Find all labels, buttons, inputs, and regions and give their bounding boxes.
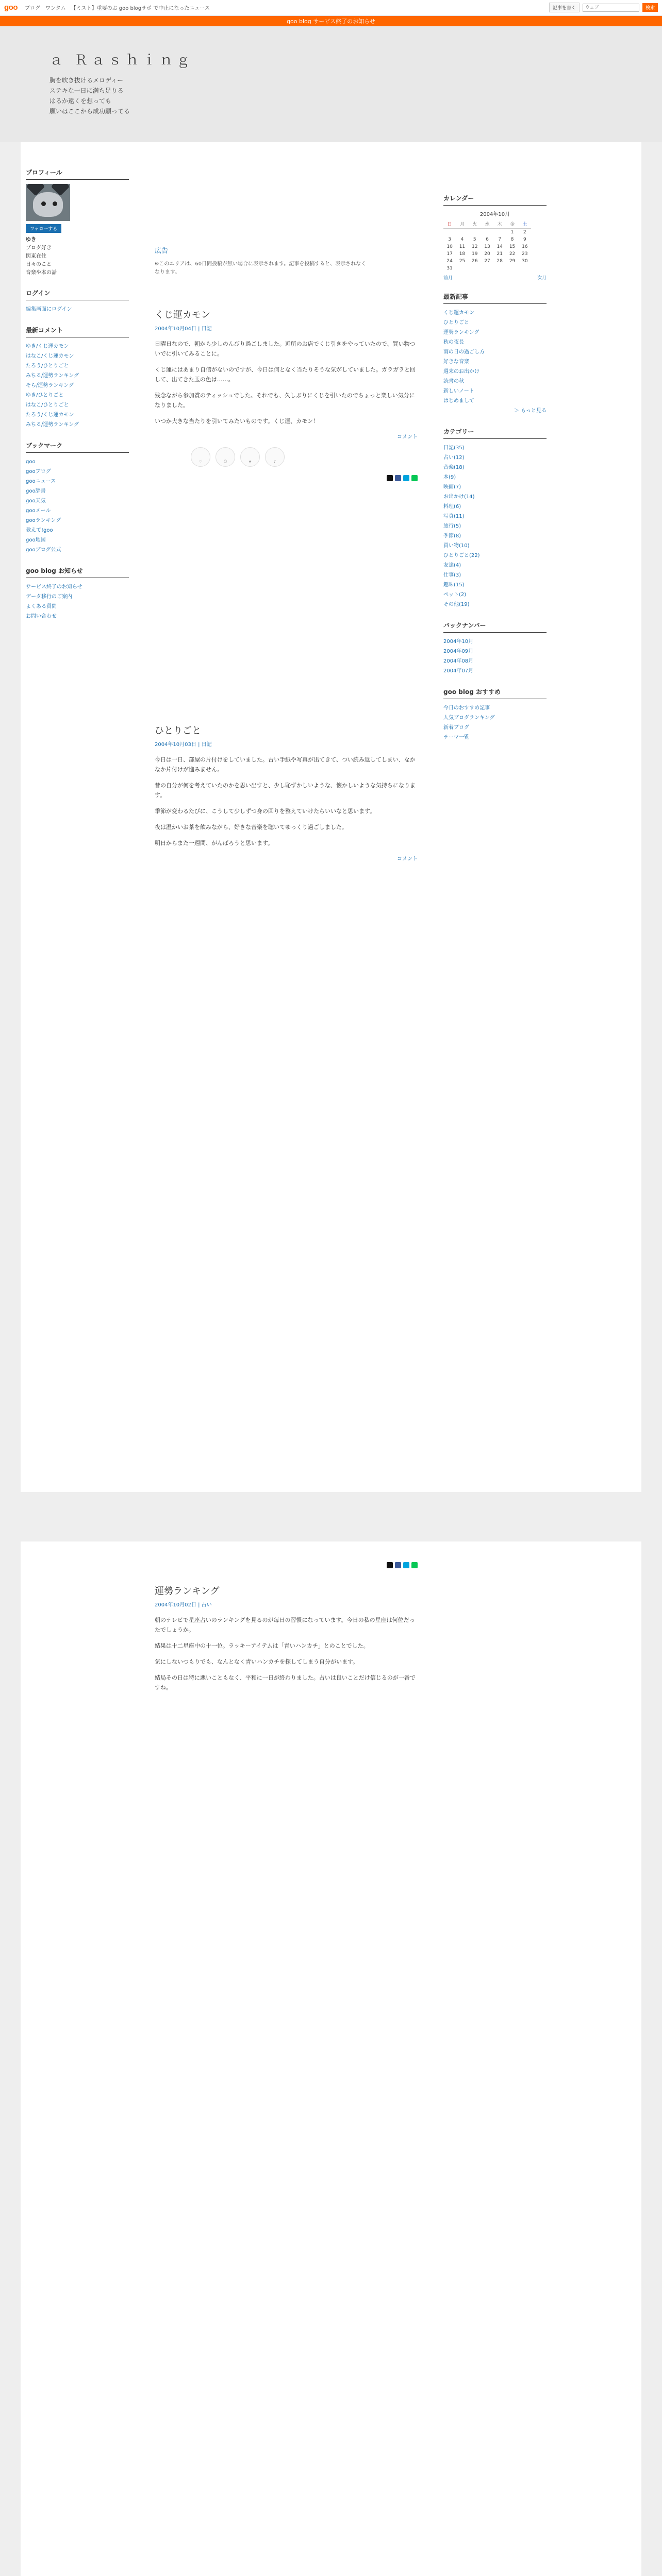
bookmark-item[interactable]: 教えて!goo [26, 528, 53, 533]
blog-description-line: はるか遠くを想っても [49, 97, 112, 105]
article-body [155, 339, 418, 426]
hatena-share-icon[interactable] [403, 1562, 409, 1568]
category-item[interactable]: 仕事(3) [443, 572, 461, 578]
bookmark-item[interactable]: gooニュース [26, 479, 56, 484]
calendar-day: 22 [509, 251, 516, 257]
left-sidebar [26, 168, 129, 621]
profile-line: ゆき [26, 237, 36, 243]
recent-comment-item[interactable]: はなこ/くじ運カモン [26, 353, 74, 359]
blog-description-line: 胸を吹き抜けるメロディー [49, 77, 124, 84]
article-paragraph: 気にしないつもりでも、なんとなく青いハンカチを探してしまう自分がいます。 [155, 1658, 359, 1665]
calendar-day: 8 [510, 237, 514, 242]
category-item[interactable]: 料理(6) [443, 504, 461, 510]
info-item[interactable]: サービス終了のお知らせ [26, 584, 82, 590]
ad-label: 広告 [155, 247, 169, 255]
reaction-button[interactable]: ♪ [265, 447, 285, 467]
recent-posts-list [443, 308, 547, 416]
goo-blog-info-list [26, 582, 129, 621]
article-date[interactable]: 2004年10月03日 | 日記 [155, 742, 212, 748]
service-end-notice-link[interactable]: goo blog サービス終了のお知らせ [287, 18, 375, 25]
article-paragraph: 残念ながら参加賞のティッシュでした。それでも、久しぶりにくじを引いたのでちょっと楽しい気分になりました。 [155, 392, 415, 409]
ad-notice-text: ※このエリアは、60日間投稿が無い場合に表示されます。記事を投稿すると、表示されなくなります。 [155, 261, 367, 275]
category-item[interactable]: 季節(8) [443, 533, 461, 539]
category-item[interactable]: 日記(35) [443, 445, 465, 451]
calendar-day: 14 [496, 244, 503, 249]
calendar-day [469, 229, 481, 236]
category-item[interactable]: 旅行(5) [443, 523, 461, 529]
backnumber-heading: バックナンバー [443, 621, 547, 633]
recent-comments-heading: 最新コメント [26, 326, 129, 337]
category-item[interactable]: 趣味(15) [443, 582, 465, 588]
comment-link[interactable]: コメント [397, 856, 418, 862]
article-1 [155, 308, 418, 481]
bookmark-item[interactable]: goo地図 [26, 537, 46, 543]
calendar-day: 18 [459, 251, 466, 257]
facebook-share-icon[interactable] [395, 1562, 401, 1568]
page-content-continued [21, 1541, 641, 2576]
main-column [155, 142, 418, 862]
article-paragraph: 結果は十二星座中の十一位。ラッキーアイテムは「青いハンカチ」とのことでした。 [155, 1642, 369, 1649]
goo-link-blog[interactable]: ブログ [25, 6, 40, 11]
calendar-day: 24 [446, 259, 453, 264]
x-share-icon[interactable] [387, 475, 393, 481]
reaction-button[interactable]: ★ [240, 447, 260, 467]
calendar-weekday: 金 [506, 219, 518, 229]
article-title[interactable]: くじ運カモン [155, 310, 210, 320]
category-item[interactable]: 映画(7) [443, 484, 461, 490]
profile-line: ブログ好き [26, 245, 52, 251]
reaction-buttons [155, 447, 418, 467]
line-share-icon[interactable] [411, 475, 418, 481]
blog-title[interactable]: ａ Ｒａｓｈｉｎｇ [49, 53, 194, 68]
calendar-day: 23 [522, 251, 528, 257]
facebook-share-icon[interactable] [395, 475, 401, 481]
article-body [155, 755, 418, 848]
calendar-day: 13 [484, 244, 490, 249]
login-link[interactable]: 編集画面にログイン [26, 307, 72, 312]
more-posts-link[interactable]: ＞ もっと見る [514, 408, 547, 414]
recent-comment-item[interactable]: ゆき/ひとりごと [26, 393, 64, 398]
calendar-day: 29 [509, 259, 516, 264]
page-separator [0, 1492, 662, 1541]
info-item[interactable]: データ移行のご案内 [26, 594, 72, 600]
calendar-day [456, 229, 468, 236]
goo-top-links [25, 4, 210, 11]
recent-post-item[interactable]: 週末のお出かけ [443, 369, 479, 375]
recent-post-item[interactable]: 新しいノート [443, 388, 474, 394]
recent-post-item[interactable]: くじ運カモン [443, 310, 474, 316]
article-paragraph: 今日は一日、部屋の片付けをしていました。古い手紙や写真が出てきて、つい読み返してしまい、なかなか片付けが進みません。 [155, 756, 416, 773]
calendar-weekday: 火 [469, 219, 481, 229]
calendar-day: 16 [522, 244, 528, 249]
backnumber-list [443, 637, 547, 676]
article-paragraph: 季節が変わるたびに、こうして少しずつ身の回りを整えていけたらいいなと思います。 [155, 808, 376, 815]
bookmark-item[interactable]: goo辞書 [26, 488, 46, 494]
calendar-day: 11 [459, 244, 466, 249]
calendar-day [506, 265, 518, 272]
blog-description [49, 75, 130, 116]
calendar-day: 9 [523, 237, 526, 242]
calendar-day: 2 [523, 230, 526, 235]
article-paragraph: 朝のテレビで星座占いのランキングを見るのが毎日の習慣になっています。今日の私の星座は何位だったでしょうか。 [155, 1617, 415, 1633]
profile-line: 関東在住 [26, 253, 46, 259]
blog-description-line: ステキな一日に満ち足りる [49, 87, 124, 94]
backnumber-item[interactable]: 2004年09月 [443, 649, 474, 654]
category-item[interactable]: その他(19) [443, 602, 470, 607]
bookmark-item[interactable]: gooランキング [26, 518, 61, 523]
line-share-icon[interactable] [411, 1562, 418, 1568]
goo-blog-info-heading: goo blog お知らせ [26, 566, 129, 578]
calendar-day [481, 265, 493, 272]
calendar-day: 21 [496, 251, 503, 257]
recent-post-item[interactable]: はじめまして [443, 398, 474, 404]
recent-post-item[interactable]: 秋の夜長 [443, 340, 464, 345]
calendar-day: 20 [484, 251, 490, 257]
recent-comment-item[interactable]: たろう/くじ運カモン [26, 412, 74, 418]
notice-band [0, 16, 662, 26]
calendar-day: 17 [446, 251, 453, 257]
calendar-day: 10 [446, 244, 453, 249]
calendar-day: 28 [496, 259, 503, 264]
right-sidebar [443, 194, 547, 742]
calendar-day [469, 265, 481, 272]
calendar-day: 30 [522, 259, 528, 264]
blog-header [0, 26, 662, 142]
info-item[interactable]: お問い合わせ [26, 614, 57, 619]
calendar-day [456, 265, 468, 272]
calendar-weekday: 日 [443, 219, 456, 229]
recommend-item[interactable]: 今日のおすすめ記事 [443, 705, 490, 711]
calendar-day: 3 [448, 237, 451, 242]
calendar-day [519, 265, 531, 272]
profile-line: 日々のこと [26, 262, 52, 267]
category-item[interactable]: 占い(12) [443, 455, 465, 461]
search-input[interactable] [583, 4, 639, 12]
recommend-item[interactable]: 新着ブログ [443, 725, 469, 731]
calendar-heading: カレンダー [443, 194, 547, 206]
calendar-weekday: 月 [456, 219, 468, 229]
article-paragraph: くじ運にはあまり自信がないのですが、今日は何となく当たりそうな気がしていました。ガラガラと回して、出てきた玉の色は……。 [155, 366, 416, 383]
reaction-button[interactable]: ♡ [191, 447, 210, 467]
login-heading: ログイン [26, 289, 129, 300]
article-paragraph: いつか大きな当たりを引いてみたいものです。くじ運、カモン！ [155, 418, 319, 425]
recent-comment-item[interactable]: みちる/運勢ランキング [26, 373, 79, 379]
article-2 [155, 723, 418, 862]
article-title[interactable]: ひとりごと [155, 725, 201, 736]
calendar-day: 12 [471, 244, 478, 249]
page-content [21, 142, 641, 1492]
article-3 [155, 1562, 418, 1699]
hatena-share-icon[interactable] [403, 475, 409, 481]
bookmark-item[interactable]: gooメール [26, 508, 51, 514]
share-buttons [155, 475, 418, 481]
category-item[interactable]: 音楽(18) [443, 465, 465, 470]
category-heading: カテゴリー [443, 427, 547, 439]
calendar-day: 19 [471, 251, 478, 257]
backnumber-item[interactable]: 2004年07月 [443, 668, 474, 674]
calendar-nav [443, 274, 547, 281]
recent-comment-item[interactable]: たろう/ひとりごと [26, 363, 69, 369]
profile-heading: プロフィール [26, 168, 129, 180]
calendar-day: 4 [460, 237, 464, 242]
category-item[interactable]: 買い物(10) [443, 543, 470, 549]
calendar-caption: 2004年10月 [479, 212, 510, 217]
recent-comment-item[interactable]: みちる/運勢ランキング [26, 422, 79, 428]
article-paragraph: 昔の自分が何を考えていたのかを思い出すと、少し恥ずかしいような、懐かしいような気持ちになります。 [155, 782, 416, 799]
category-item[interactable]: 本(9) [443, 474, 456, 480]
bookmark-heading: ブックマーク [26, 441, 129, 453]
search-button[interactable]: 検索 [642, 3, 658, 12]
recommend-list [443, 703, 547, 742]
category-item[interactable]: ひとりごと(22) [443, 553, 480, 558]
calendar-day: 25 [459, 259, 466, 264]
goo-right-tools [549, 3, 658, 12]
category-item[interactable]: お出かけ(14) [443, 494, 475, 500]
calendar-weekday: 土 [519, 219, 531, 229]
calendar-day: 6 [486, 237, 489, 242]
profile-line: 音楽や本の話 [26, 270, 57, 276]
recent-post-item[interactable]: 読書の秋 [443, 379, 464, 384]
category-list [443, 443, 547, 609]
goo-link-news[interactable]: 【ミスト】重要のお goo blogサポ で中止になったニュース [71, 6, 210, 11]
calendar-day: 27 [484, 259, 490, 264]
calendar-weekday: 水 [481, 219, 493, 229]
reaction-button[interactable]: ☺ [216, 447, 235, 467]
avatar[interactable] [26, 184, 70, 221]
article-paragraph: 夜は温かいお茶を飲みながら、好きな音楽を聴いてゆっくり過ごしました。 [155, 824, 347, 831]
goo-logo[interactable]: goo [4, 3, 18, 12]
goo-top-bar [0, 0, 662, 15]
article-paragraph: 結局その日は特に悪いこともなく、平和に一日が終わりました。占いは良いことだけ信じるのが一番ですね。 [155, 1674, 416, 1691]
calendar-table [443, 219, 531, 272]
calendar-day [481, 229, 493, 236]
article-title[interactable]: 運勢ランキング [155, 1586, 220, 1597]
recommend-item[interactable]: 人気ブログランキング [443, 715, 495, 721]
category-item[interactable]: 友達(4) [443, 563, 461, 568]
article-paragraph: 日曜日なので、朝から少しのんびり過ごしました。近所のお店でくじ引きをやっていたので、買い物ついでに引いてみることに。 [155, 341, 416, 357]
recent-post-item[interactable]: ひとりごと [443, 320, 469, 326]
recent-post-item[interactable]: 雨の日の過ごし方 [443, 349, 485, 355]
category-item[interactable]: 写真(11) [443, 514, 465, 519]
info-item[interactable]: よくある質問 [26, 604, 57, 609]
goo-link-wantam[interactable]: ワンタム [45, 6, 66, 11]
share-buttons [155, 1562, 418, 1568]
bookmark-item[interactable]: goo [26, 459, 36, 465]
recommend-heading: goo blog おすすめ [443, 687, 547, 699]
calendar-day: 26 [471, 259, 478, 264]
bookmark-list [26, 457, 129, 555]
calendar-next-link[interactable]: 次月 [537, 276, 547, 281]
article-paragraph: 明日からまた一週間、がんばろうと思います。 [155, 840, 274, 846]
login-list [26, 304, 129, 314]
recommend-item[interactable]: テーマ一覧 [443, 735, 469, 740]
recent-post-item[interactable]: 好きな音楽 [443, 359, 469, 365]
calendar-day: 7 [498, 237, 502, 242]
calendar-day: 15 [509, 244, 516, 249]
calendar-day [493, 229, 506, 236]
comment-link[interactable]: コメント [397, 434, 418, 440]
write-post-button[interactable]: 記事を書く [549, 3, 580, 12]
article-body [155, 1615, 418, 1692]
article-date[interactable]: 2004年10月02日 | 占い [155, 1602, 212, 1608]
recent-comment-item[interactable]: ゆき/くじ運カモン [26, 344, 69, 349]
category-item[interactable]: ペット(2) [443, 592, 467, 598]
calendar-day: 31 [446, 266, 453, 271]
recent-comment-item[interactable]: はなこ/ひとりごと [26, 402, 69, 408]
backnumber-item[interactable]: 2004年10月 [443, 639, 474, 645]
blog-description-line: 願いはここから成功願ってる [49, 108, 130, 115]
calendar-day [493, 265, 506, 272]
calendar-prev-link[interactable]: 前月 [443, 276, 453, 281]
article-date[interactable]: 2004年10月04日 | 日記 [155, 326, 212, 332]
follow-button[interactable]: フォローする [26, 224, 61, 233]
bookmark-item[interactable]: gooブログ公式 [26, 547, 61, 553]
bookmark-item[interactable]: goo天気 [26, 498, 46, 504]
recent-comment-item[interactable]: そら/運勢ランキング [26, 383, 74, 388]
calendar-day: 1 [510, 230, 514, 235]
calendar-day: 5 [473, 237, 476, 242]
calendar-weekday: 木 [493, 219, 506, 229]
recent-posts-heading: 最新記事 [443, 292, 547, 304]
calendar-day [443, 229, 456, 236]
backnumber-item[interactable]: 2004年08月 [443, 658, 474, 664]
recent-post-item[interactable]: 運勢ランキング [443, 330, 479, 335]
recent-comments-list [26, 342, 129, 430]
x-share-icon[interactable] [387, 1562, 393, 1568]
bookmark-item[interactable]: gooブログ [26, 469, 51, 474]
